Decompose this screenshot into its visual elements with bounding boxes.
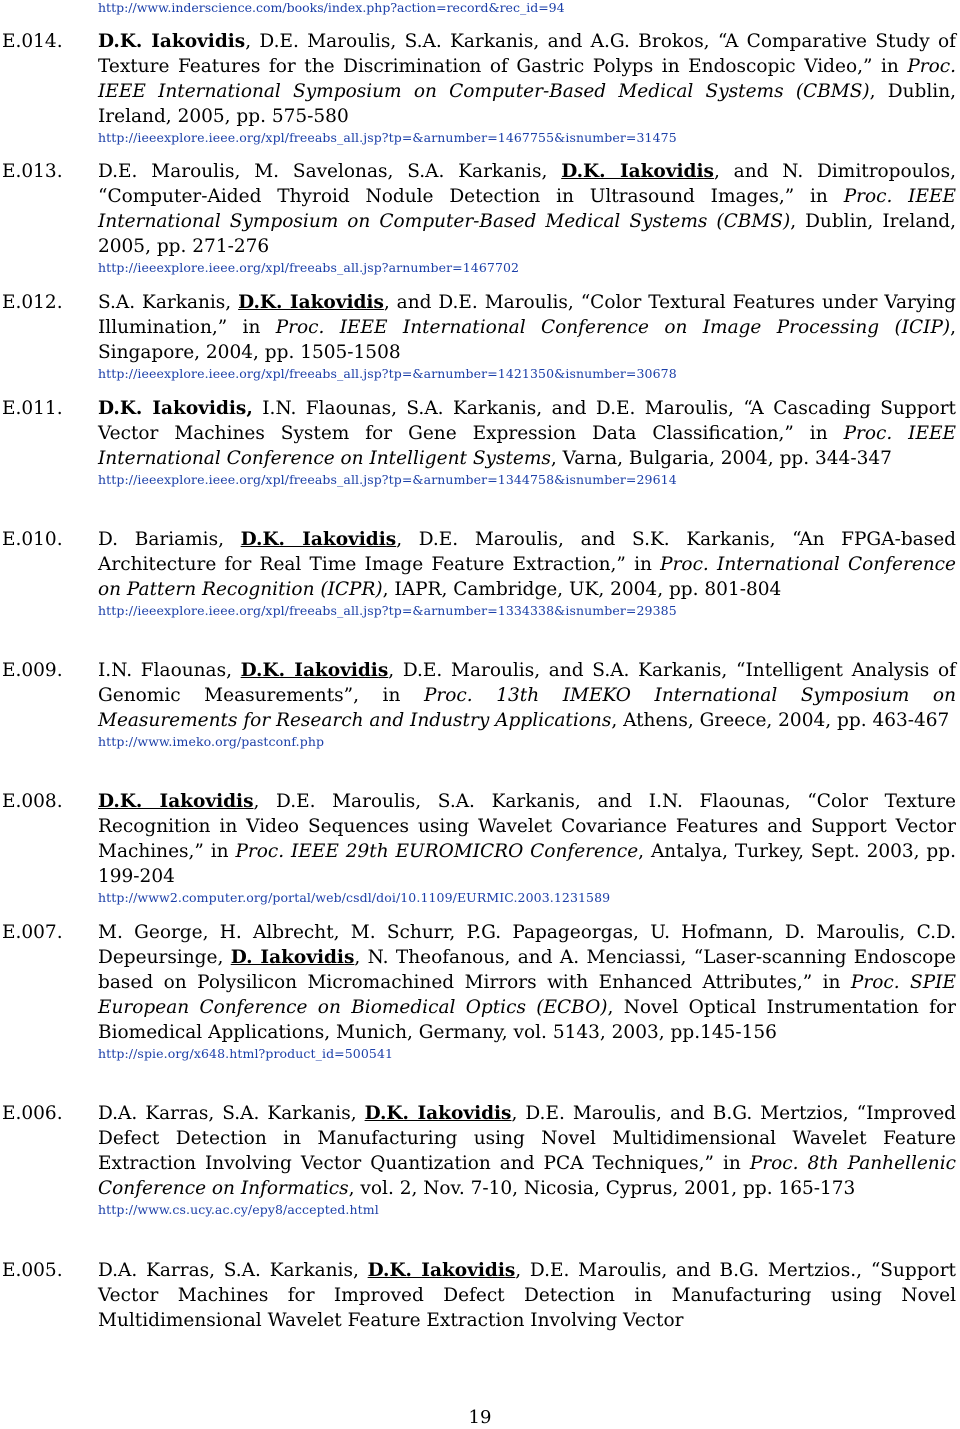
entry-url[interactable]: http://spie.org/x648.html?product_id=500541 bbox=[98, 1046, 394, 1061]
entry-details: , Dublin, Ireland, 2005, pp. 271-276 bbox=[98, 211, 957, 257]
entry-venue: Proc. International Conference on Pattern Recognition (ICPR) bbox=[98, 554, 956, 600]
entry-authors-title: , D.E. Maroulis, S.A. Karkanis, and A.G. Brokos, “A Comparative Study of Texture Features for the Discrimination of Gastric Polyps in Endoscopic Video,” in bbox=[98, 31, 956, 77]
entry-number: E.006. bbox=[2, 1103, 63, 1124]
entry-coauthors: D. Bariamis, bbox=[98, 529, 241, 550]
entry-url[interactable]: http://ieeexplore.ieee.org/xpl/freeabs_all.jsp?tp=&arnumber=1344758&isnumber=29614 bbox=[98, 472, 677, 487]
author-highlight: D.K. Iakovidis bbox=[364, 1103, 512, 1124]
entry-authors-title: , and N. Dimitropoulos, “Computer-Aided Thyroid Nodule Detection in Ultrasound Images,” in bbox=[98, 161, 956, 207]
entry-authors-title: , N. Theofanous, and A. Menciassi, “Laser-scanning Endoscope based on Polysilicon Micromachined Mirrors with Enhanced Attributes,” in bbox=[98, 947, 956, 993]
author-highlight: D.K. Iakovidis bbox=[240, 529, 397, 550]
author-highlight: D. Iakovidis bbox=[230, 947, 355, 968]
page-number: 19 bbox=[468, 1407, 492, 1428]
author-highlight: D.K. Iakovidis bbox=[98, 31, 246, 52]
entry-text bbox=[98, 658, 956, 750]
entry-text bbox=[98, 527, 956, 619]
entry-number: E.014. bbox=[2, 31, 63, 52]
entry-url[interactable]: http://www.cs.ucy.ac.cy/epy8/accepted.html bbox=[98, 1202, 379, 1217]
entry-venue: Proc. IEEE 29th EUROMICRO Conference bbox=[235, 841, 639, 862]
entry-coauthors: M. George, H. Albrecht, M. Schurr, P.G. Papageorgas, U. Hofmann, D. Maroulis, C.D. Depeursinge, bbox=[98, 922, 956, 968]
entry-url[interactable]: http://ieeexplore.ieee.org/xpl/freeabs_all.jsp?arnumber=1467702 bbox=[98, 260, 520, 275]
entry-text bbox=[98, 396, 956, 488]
entry-coauthors: D.A. Karras, S.A. Karkanis, bbox=[98, 1103, 365, 1124]
entry-details: , Novel Optical Instrumentation for Biomedical Applications, Munich, Germany, vol. 5143, 2003, pp.145-156 bbox=[98, 997, 956, 1043]
entry-details: , Athens, Greece, 2004, pp. 463-467 bbox=[611, 710, 950, 731]
entry-authors-title: , and D.E. Maroulis, “Color Textural Features under Varying Illumination,” in bbox=[98, 292, 956, 338]
entry-number: E.012. bbox=[2, 292, 63, 313]
entry-number: E.007. bbox=[2, 922, 63, 943]
top-url-link[interactable]: http://www.inderscience.com/books/index.php?action=record&rec_id=94 bbox=[98, 0, 565, 15]
entry-authors-title: , D.E. Maroulis, and B.G. Mertzios., “Support Vector Machines for Improved Defect Detection in Manufacturing using Novel Multidimensional Wavelet Feature Extraction Involving Vector bbox=[98, 1260, 956, 1331]
entry-coauthors: D.A. Karras, S.A. Karkanis, bbox=[98, 1260, 368, 1281]
entry-text bbox=[98, 290, 956, 382]
entry-venue: Proc. 13th IMEKO International Symposium on Measurements for Research and Industry Applications bbox=[98, 685, 956, 731]
entry-text bbox=[98, 1258, 956, 1333]
entry-venue: Proc. IEEE International Conference on Image Processing (ICIP) bbox=[275, 317, 951, 338]
author-highlight: D.K. Iakovidis bbox=[240, 660, 389, 681]
entry-venue: Proc. SPIE European Conference on Biomedical Optics (ECBO) bbox=[98, 972, 956, 1018]
entry-text bbox=[98, 1101, 956, 1218]
entry-url[interactable]: http://www.imeko.org/pastconf.php bbox=[98, 734, 325, 749]
entry-details: , vol. 2, Nov. 7-10, Nicosia, Cyprus, 2001, pp. 165-173 bbox=[348, 1178, 856, 1199]
entry-url[interactable]: http://ieeexplore.ieee.org/xpl/freeabs_all.jsp?tp=&arnumber=1334338&isnumber=29385 bbox=[98, 603, 677, 618]
entry-number: E.011. bbox=[2, 398, 63, 419]
entry-text bbox=[98, 159, 956, 276]
entry-venue: Proc. 8th Panhellenic Conference on Informatics bbox=[98, 1153, 956, 1199]
entry-text bbox=[98, 920, 956, 1062]
entry-details: , IAPR, Cambridge, UK, 2004, pp. 801-804 bbox=[382, 579, 782, 600]
entry-coauthors: D.E. Maroulis, M. Savelonas, S.A. Karkanis, bbox=[98, 161, 562, 182]
entry-venue: Proc. IEEE International Conference on Intelligent Systems bbox=[98, 423, 957, 469]
entry-details: , Antalya, Turkey, Sept. 2003, pp. 199-204 bbox=[98, 841, 956, 887]
entry-url[interactable]: http://www2.computer.org/portal/web/csdl/doi/10.1109/EURMIC.2003.1231589 bbox=[98, 890, 611, 905]
entry-venue: Proc. IEEE International Symposium on Computer-Based Medical Systems (CBMS) bbox=[98, 186, 957, 232]
entry-text bbox=[98, 29, 956, 146]
entry-authors-title: , D.E. Maroulis, and S.A. Karkanis, “Intelligent Analysis of Genomic Measurements”, in bbox=[98, 660, 956, 706]
entry-authors-title: , D.E. Maroulis, and S.K. Karkanis, “An FPGA-based Architecture for Real Time Image Feature Extraction,” in bbox=[98, 529, 956, 575]
entry-coauthors: I.N. Flaounas, bbox=[98, 660, 241, 681]
entry-details: , Dublin, Ireland, 2005, pp. 575-580 bbox=[98, 81, 957, 127]
entry-number: E.013. bbox=[2, 161, 63, 182]
entry-details: , Varna, Bulgaria, 2004, pp. 344-347 bbox=[550, 448, 892, 469]
entry-number: E.010. bbox=[2, 529, 63, 550]
author-highlight: D.K. Iakovidis bbox=[561, 161, 714, 182]
entry-url[interactable]: http://ieeexplore.ieee.org/xpl/freeabs_all.jsp?tp=&arnumber=1467755&isnumber=31475 bbox=[98, 130, 677, 145]
entry-number: E.009. bbox=[2, 660, 63, 681]
entry-authors-title: , D.E. Maroulis, and B.G. Mertzios, “Improved Defect Detection in Manufacturing using Novel Multidimensional Wavelet Feature Extraction Involving Vector Quantization and PCA Techniques,” in bbox=[98, 1103, 956, 1174]
author-highlight: D.K. Iakovidis bbox=[98, 791, 254, 812]
author-highlight: D.K. Iakovidis bbox=[238, 292, 384, 313]
author-highlight: D.K. Iakovidis bbox=[367, 1260, 516, 1281]
entry-venue: Proc. IEEE International Symposium on Computer-Based Medical Systems (CBMS) bbox=[98, 56, 956, 102]
entry-text bbox=[98, 789, 956, 906]
entry-authors-title: I.N. Flaounas, S.A. Karkanis, and D.E. Maroulis, “A Cascading Support Vector Machines System for Gene Expression Data Classification,” in bbox=[98, 398, 956, 444]
author-highlight: D.K. Iakovidis, bbox=[98, 398, 253, 419]
entry-authors-title: , D.E. Maroulis, S.A. Karkanis, and I.N. Flaounas, “Color Texture Recognition in Video Sequences using Wavelet Covariance Features and Support Vector Machines,” in bbox=[98, 791, 956, 862]
entry-number: E.008. bbox=[2, 791, 63, 812]
entry-url[interactable]: http://ieeexplore.ieee.org/xpl/freeabs_all.jsp?tp=&arnumber=1421350&isnumber=30678 bbox=[98, 366, 677, 381]
entry-details: , Singapore, 2004, pp. 1505-1508 bbox=[98, 317, 957, 363]
entry-coauthors: S.A. Karkanis, bbox=[98, 292, 239, 313]
entry-number: E.005. bbox=[2, 1260, 63, 1281]
